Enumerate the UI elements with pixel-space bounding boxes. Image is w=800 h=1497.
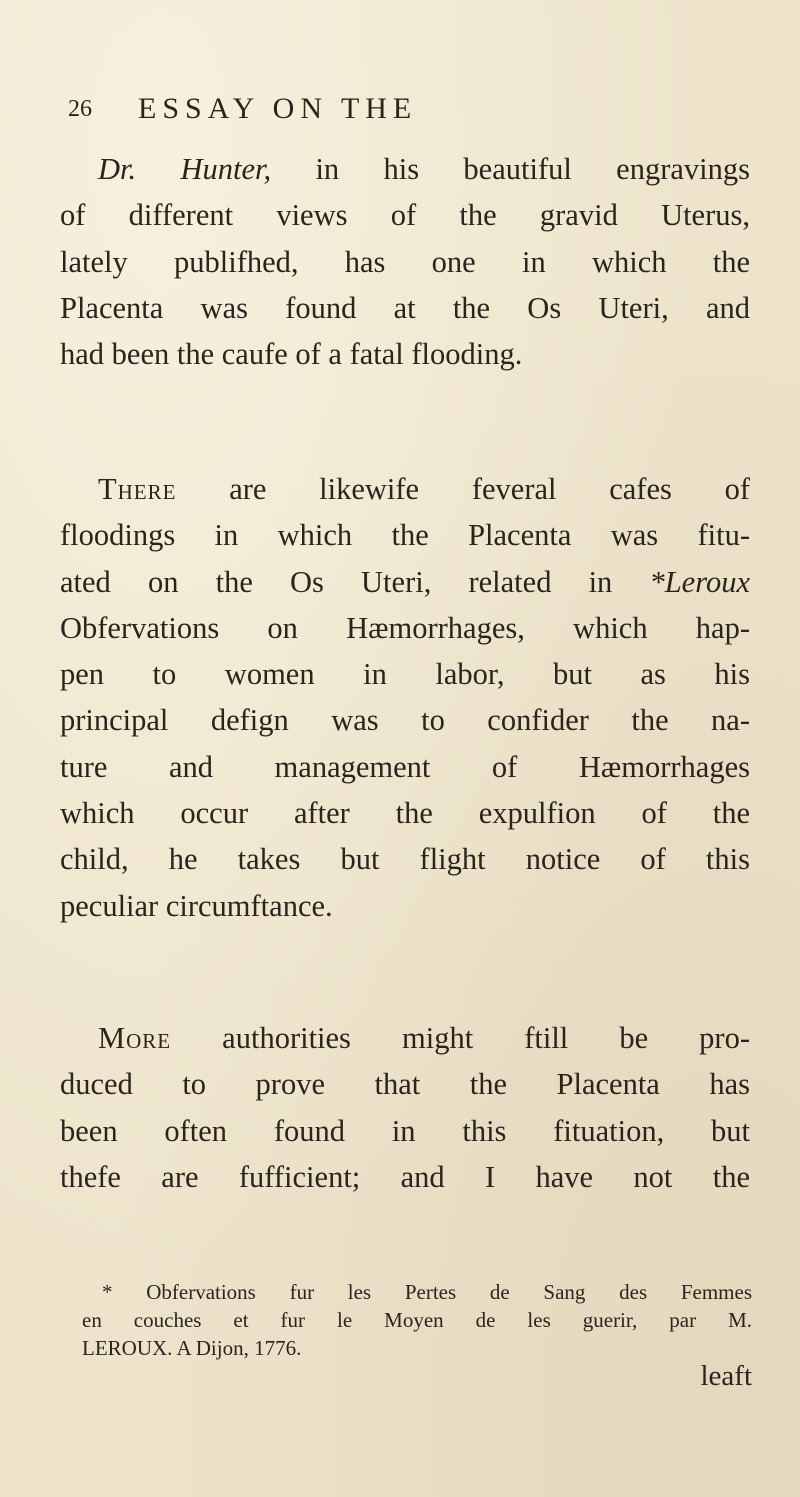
- paragraph-more-authorities: [60, 1015, 750, 1200]
- footnote-reference: *Leroux: [649, 564, 750, 599]
- text-line: lately publifhed, has one in which the: [60, 244, 750, 279]
- text-line: Dr. Hunter, in his beautiful engravings: [98, 152, 750, 186]
- paragraph-opening-word: More: [98, 1021, 172, 1055]
- text-line: floodings in which the Placenta was fitu-: [60, 518, 750, 553]
- running-head: ESSAY ON THE: [138, 92, 418, 125]
- text-line: pen to women in labor, but as his: [60, 657, 750, 692]
- catchword: leaft: [700, 1360, 752, 1392]
- text-line: Placenta was found at the Os Uteri, and: [60, 290, 750, 325]
- paragraph-leroux: [60, 466, 750, 929]
- text-line: There are likewife feveral cafes of: [98, 472, 750, 506]
- text-line: peculiar circumftance.: [60, 888, 333, 923]
- text-line: principal defign was to confider the na-: [60, 703, 750, 738]
- text-line: which occur after the expulfion of the: [60, 796, 750, 831]
- footnote: [82, 1278, 752, 1362]
- author-name: Dr. Hunter,: [98, 152, 272, 186]
- text-line: of different views of the gravid Uterus,: [60, 198, 750, 233]
- text-line: thefe are fufficient; and I have not the: [60, 1159, 750, 1194]
- paragraph-opening-word: There: [98, 472, 177, 506]
- text-line: ture and management of Hæmorrhages: [60, 749, 750, 784]
- text-line: been often found in this fituation, but: [60, 1113, 750, 1148]
- page-number: 26: [68, 96, 92, 122]
- footnote-line: * Obfervations fur les Pertes de Sang des Femmes: [102, 1280, 752, 1304]
- text-line: child, he takes but flight notice of this: [60, 842, 750, 877]
- text-line: More authorities might ftill be pro-: [98, 1021, 750, 1055]
- page-header: [68, 92, 628, 136]
- text-line: duced to prove that the Placenta has: [60, 1067, 750, 1102]
- text-line: had been the caufe of a fatal flooding.: [60, 337, 523, 372]
- footnote-line: LEROUX. A Dijon, 1776.: [82, 1336, 302, 1360]
- text-line: Obfervations on Hæmorrhages, which hap-: [60, 610, 750, 645]
- text-line: ated on the Os Uteri, related in *Leroux: [60, 564, 750, 599]
- footnote-line: en couches et fur le Moyen de les guerir, par M.: [82, 1308, 752, 1332]
- paragraph-hunter: [60, 146, 750, 377]
